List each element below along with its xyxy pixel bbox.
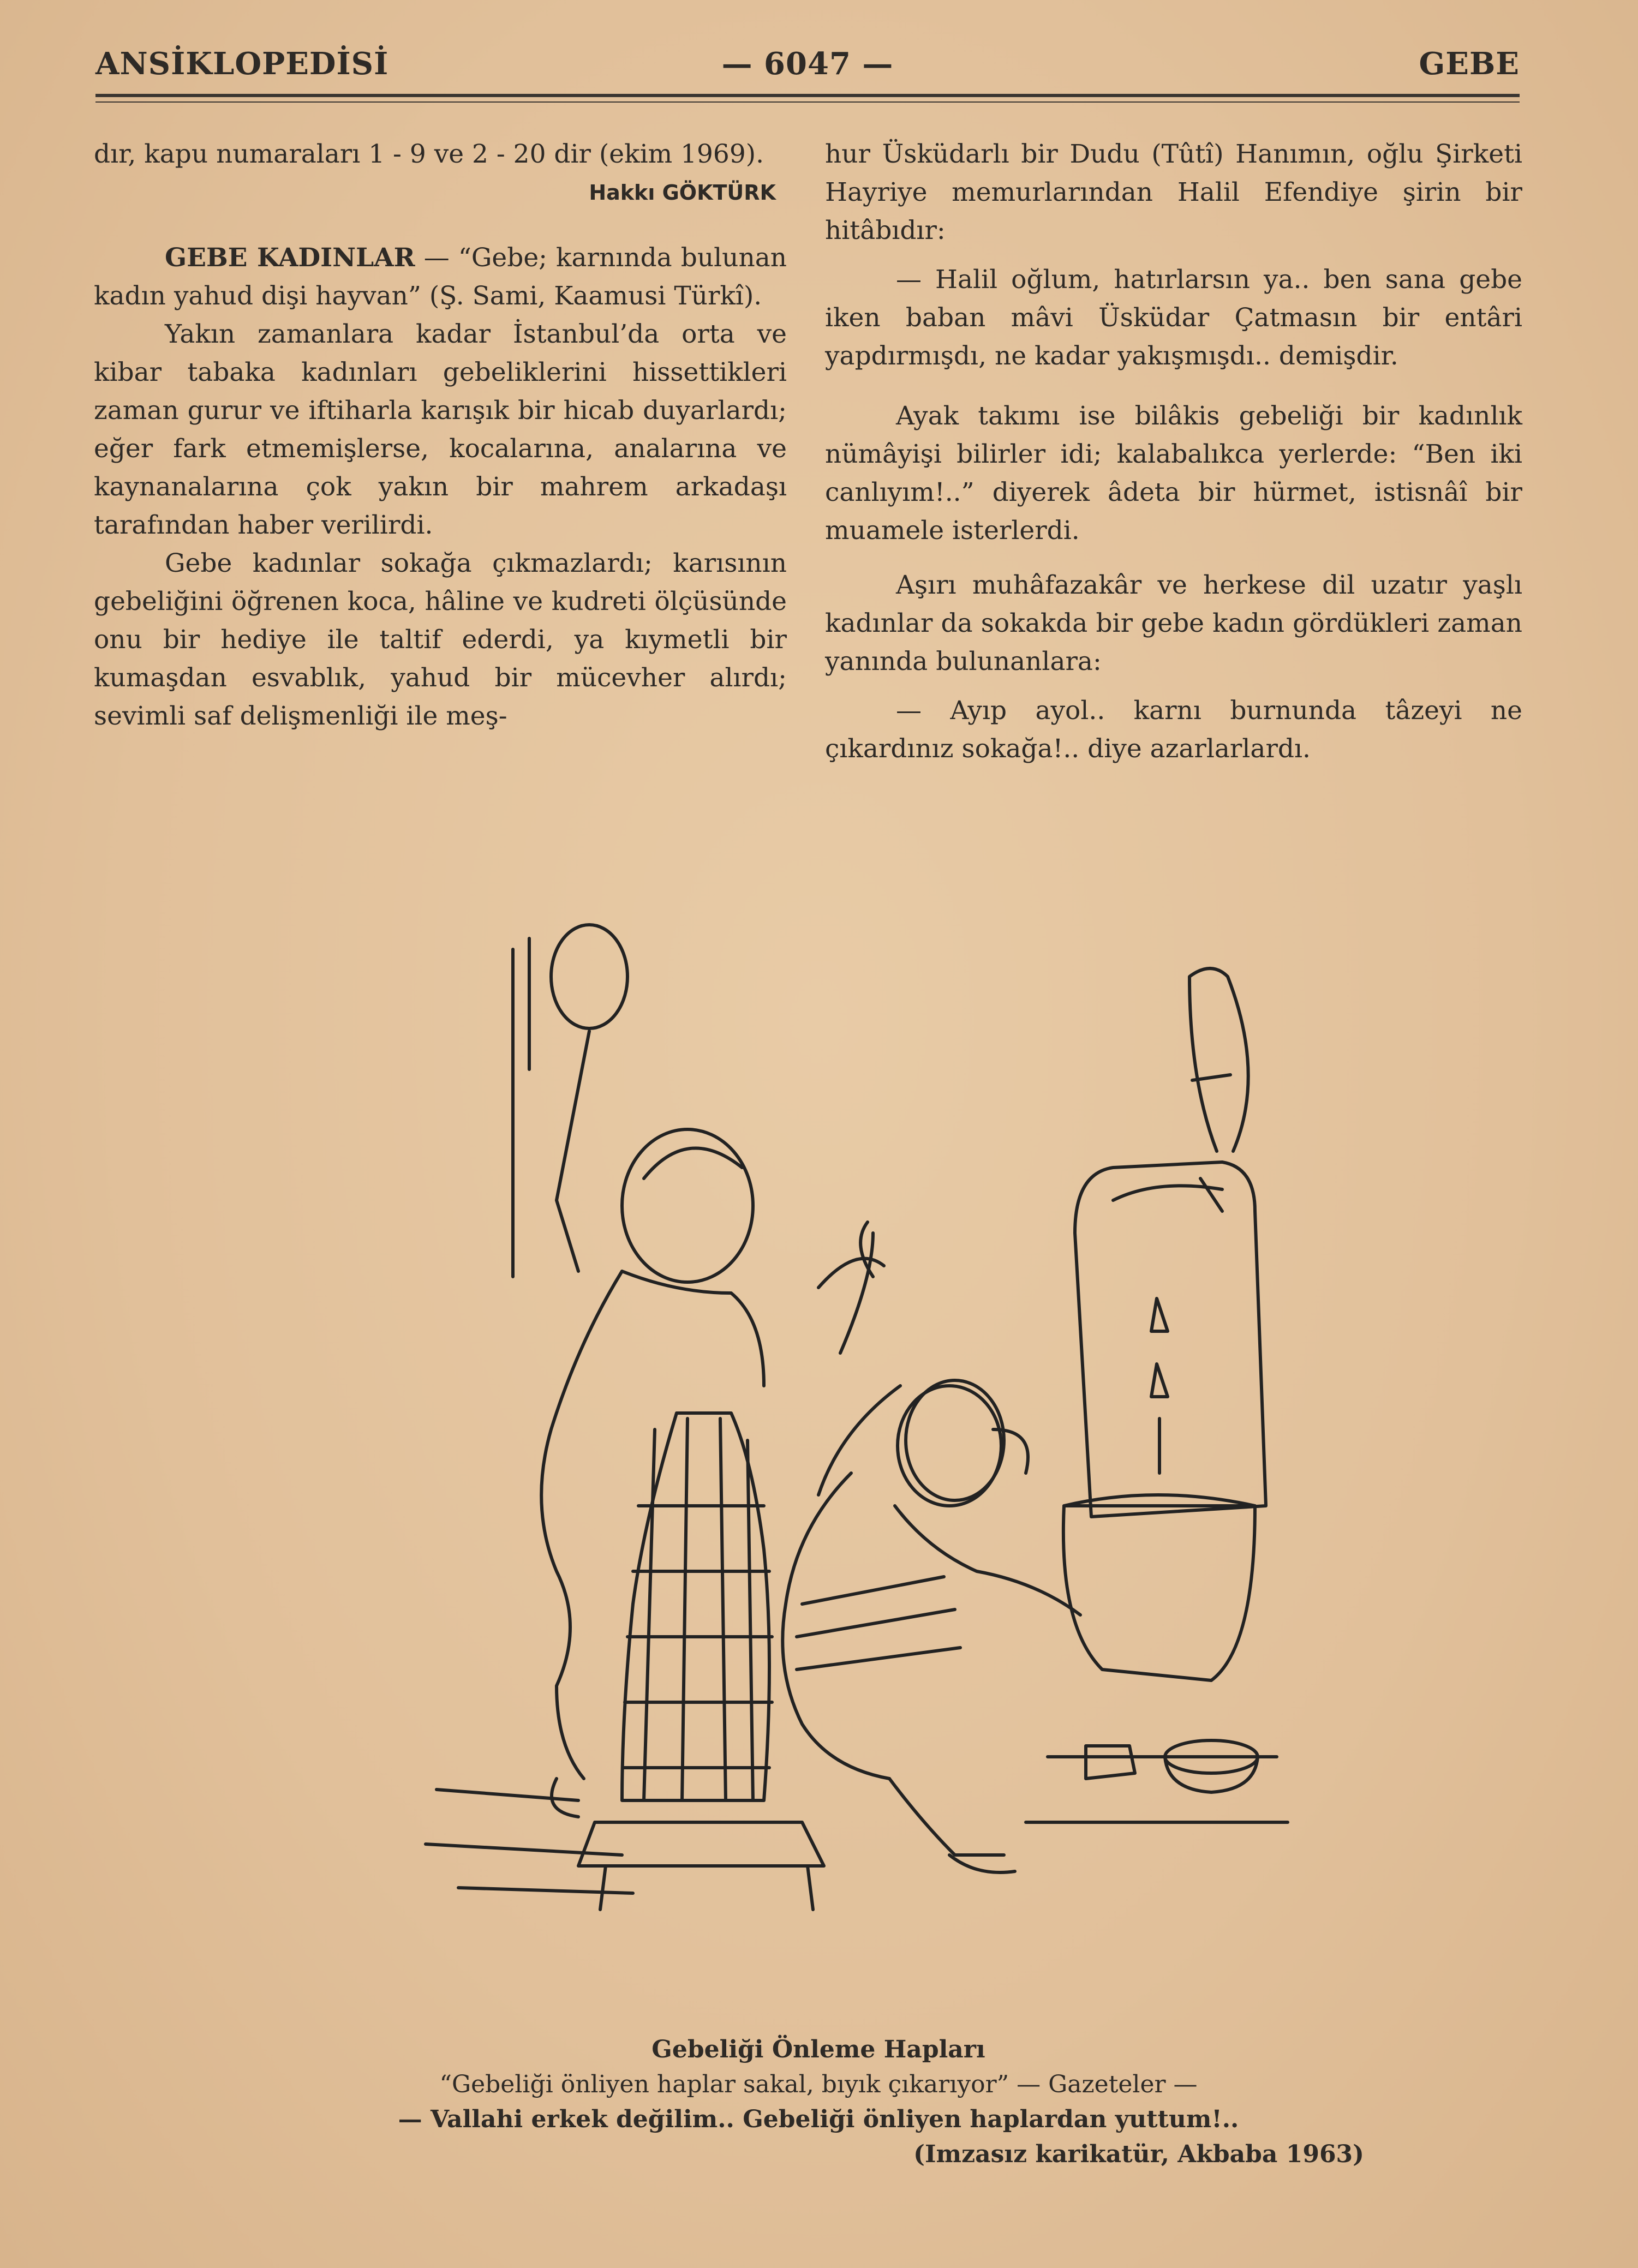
entry-head: GEBE KADINLAR [165,243,415,273]
paragraph: Ayak takımı ise bilâkis gebeliği bir kadınlık nümâyişi bilirler idi; kalabalıkca yerlerde: “Ben iki canlıyım!..” diyerek âdeta bir hürmet, istisnâî bir muamele isterlerdi. [825,401,1522,546]
paragraph: hur Üsküdarlı bir Dudu (Tûtî) Hanımın, oğlu Şirketi Hayriye memurlarından Halil Efendiye şirin bir hitâbıdır: [825,139,1522,246]
paragraph: Aşırı muhâfazakâr ve herkese dil uzatır yaşlı kadınlar da sokakda bir gebe kadın gördükleri zaman yanında bulunanlara: [825,570,1522,677]
soap [1086,1746,1135,1779]
stool [578,1822,824,1866]
entry-def-text: — “Gebe; karnında bulunan kadın yahud dişi hayvan” (Ş. Sami, Kaamusi Türkî). [94,243,787,311]
header-keyword: GEBE [1419,46,1520,82]
seated-body [782,1473,889,1779]
caption-line: — Vallahi erkek değilim.. Gebeliği önliyen haplardan yuttum!.. [398,2105,1239,2133]
continuation-text: dır, kapu numaraları 1 - 9 ve 2 - 20 dir (ekim 1969). [94,139,764,169]
header-rule-thin [95,101,1520,103]
seated-head [906,1380,1004,1500]
left-column [94,135,787,735]
paragraph: Gebe kadınlar sokağa çıkmazlardı; karısının gebeliğini öğrenen koca, hâline ve kudreti ölçüsünde onu bir hediye ile taltif ederdi, ya kıymetli bir kumaşdan esvablık, yahud bir mücevher alırdı; sevimli saf delişmenliği ile meş- [94,548,787,731]
woman-body [541,1271,622,1779]
entry-definition [94,239,787,315]
running-header [95,46,1520,95]
right-column [825,135,1522,768]
page-number: — 6047 — [721,46,894,82]
quote: — Halil oğlum, hatırlarsın ya.. ben sana gebe iken baban mâvi Üsküdar Çatmasın bir entâri yapdırmışdı, ne kadar yakışmışdı.. demişdir. [825,265,1522,371]
quote: — Ayıp ayol.. karnı burnunda tâzeyi ne çıkardınız sokağa!.. diye azarlarlardı. [825,696,1522,764]
author-byline: Hakkı GÖKTÜRK [589,181,776,205]
woman-head [622,1129,753,1282]
fountain [1075,1162,1266,1517]
caption-line: “Gebeliği önliyen haplar sakal, bıyık çıkarıyor” — Gazeteler — [439,2070,1198,2098]
caption-title: Gebeliği Önleme Hapları [651,2036,985,2063]
paragraph: Yakın zamanlara kadar İstanbul’da orta ve kibar tabaka kadınları gebeliklerini hissettikleri zaman gurur ve iftiharla karışık bir hicab duyarlardı; eğer fark etmemişlerse, kocalarına, analarına ve kaynanalarına çok yakın bir mahrem arkadaşı tarafından haber verilirdi. [94,319,787,540]
cartoon-illustration [349,895,1337,1964]
tambourine [551,925,627,1028]
header-title: ANSİKLOPEDİSİ [95,46,389,82]
caption-credit: (Imzasız karikatür, Akbaba 1963) [913,2140,1364,2168]
header-rule [95,94,1520,97]
